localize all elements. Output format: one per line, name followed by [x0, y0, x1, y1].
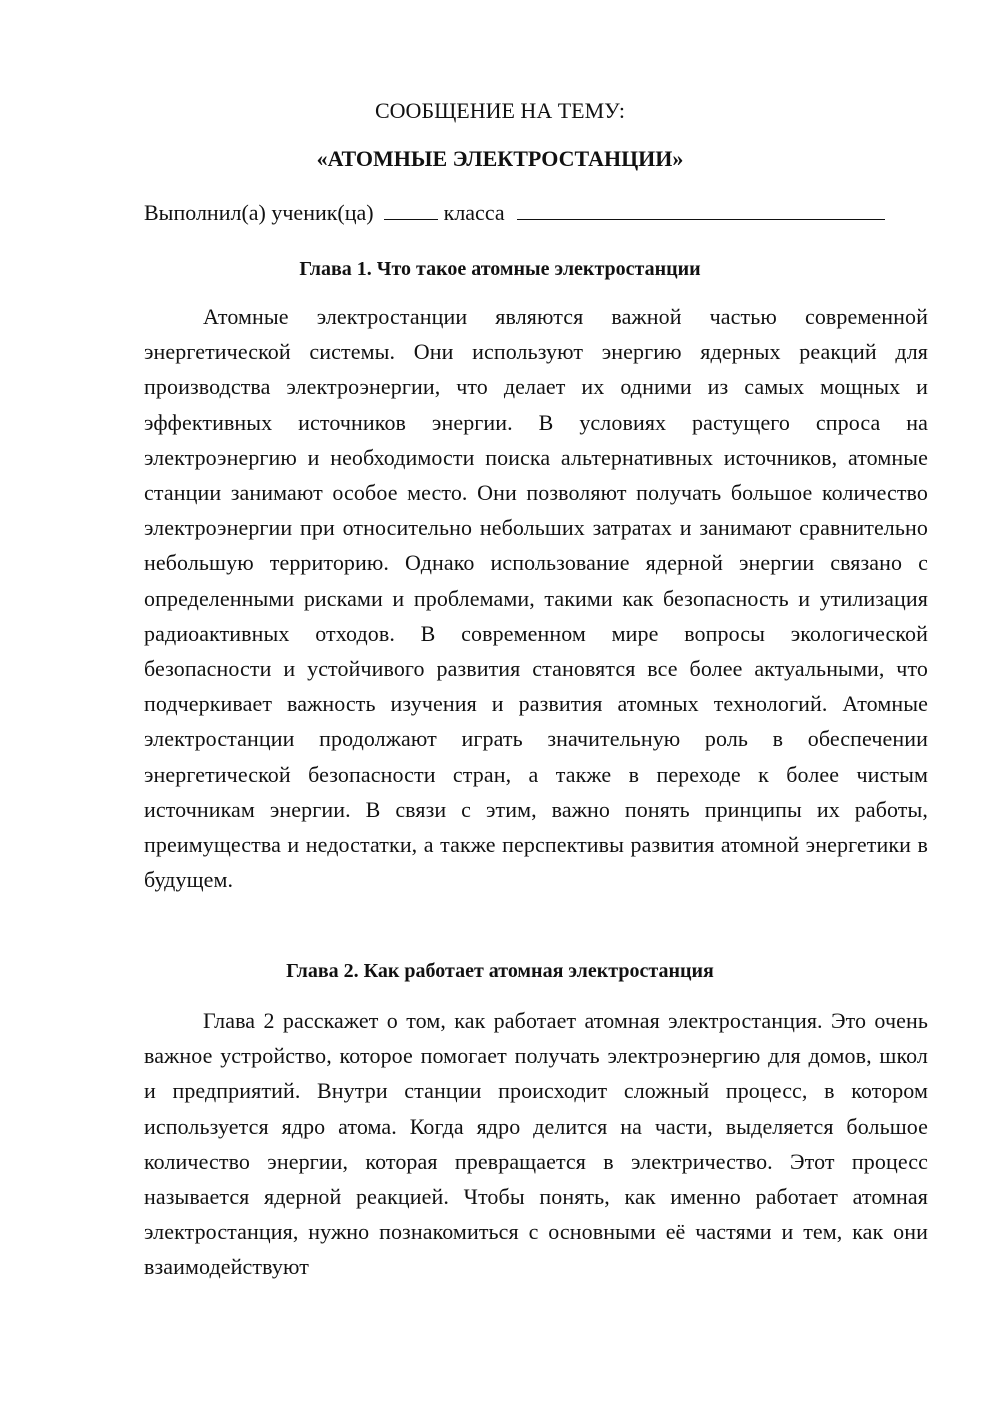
author-line: [144, 197, 934, 228]
chapter-2-heading: Глава 2. Как работает атомная электростанция: [286, 960, 714, 982]
document-title-line-1: СООБЩЕНИЕ НА ТЕМУ:: [375, 98, 625, 123]
grade-blank: [384, 197, 438, 220]
name-blank: [517, 197, 885, 220]
author-middle: класса: [443, 200, 505, 225]
chapter-1-paragraph: Атомные электростанции являются важной частью современной энергетической системы. Они используют энергию ядерных реакций для производства электроэнергии, что делает их одними из самых мощных и эффективных источников энергии. В условиях растущего спроса на электроэнергию и необходимости поиска альтернативных источников, атомные станции занимают особое место. Они позволяют получать большое количество электроэнергии при относительно небольших затратах и занимают сравнительно небольшую территорию. Однако использование ядерной энергии связано с определенными рисками и проблемами, такими как безопасность и утилизация радиоактивных отходов. В современном мире вопросы экологической безопасности и устойчивого развития становятся все более актуальными, что подчеркивает важность изучения и развития атомных технологий. Атомные электростанции продолжают играть значительную роль в обеспечении энергетической безопасности стран, а также в переходе к более чистым источникам энергии. В связи с этим, важно понять принципы их работы, преимущества и недостатки, а также перспективы развития атомной энергетики в будущем.: [144, 304, 928, 893]
chapter-1-heading: Глава 1. Что такое атомные электростанции: [299, 258, 701, 280]
chapter-2-paragraph: Глава 2 расскажет о том, как работает атомная электростанция. Это очень важное устройство, которое помогает получать электроэнергию для домов, школ и предприятий. Внутри станции происходит сложный процесс, в котором используется ядро атома. Когда ядро делится на части, выделяется большое количество энергии, которая превращается в электричество. Этот процесс называется ядерной реакцией. Чтобы понять, как именно работает атомная электростанция, нужно познакомиться с основными её частями и тем, как они взаимодействуют: [144, 1008, 928, 1280]
document-title-line-2: «АТОМНЫЕ ЭЛЕКТРОСТАНЦИИ»: [316, 146, 684, 171]
author-prefix: Выполнил(а) ученик(ца): [144, 200, 374, 225]
